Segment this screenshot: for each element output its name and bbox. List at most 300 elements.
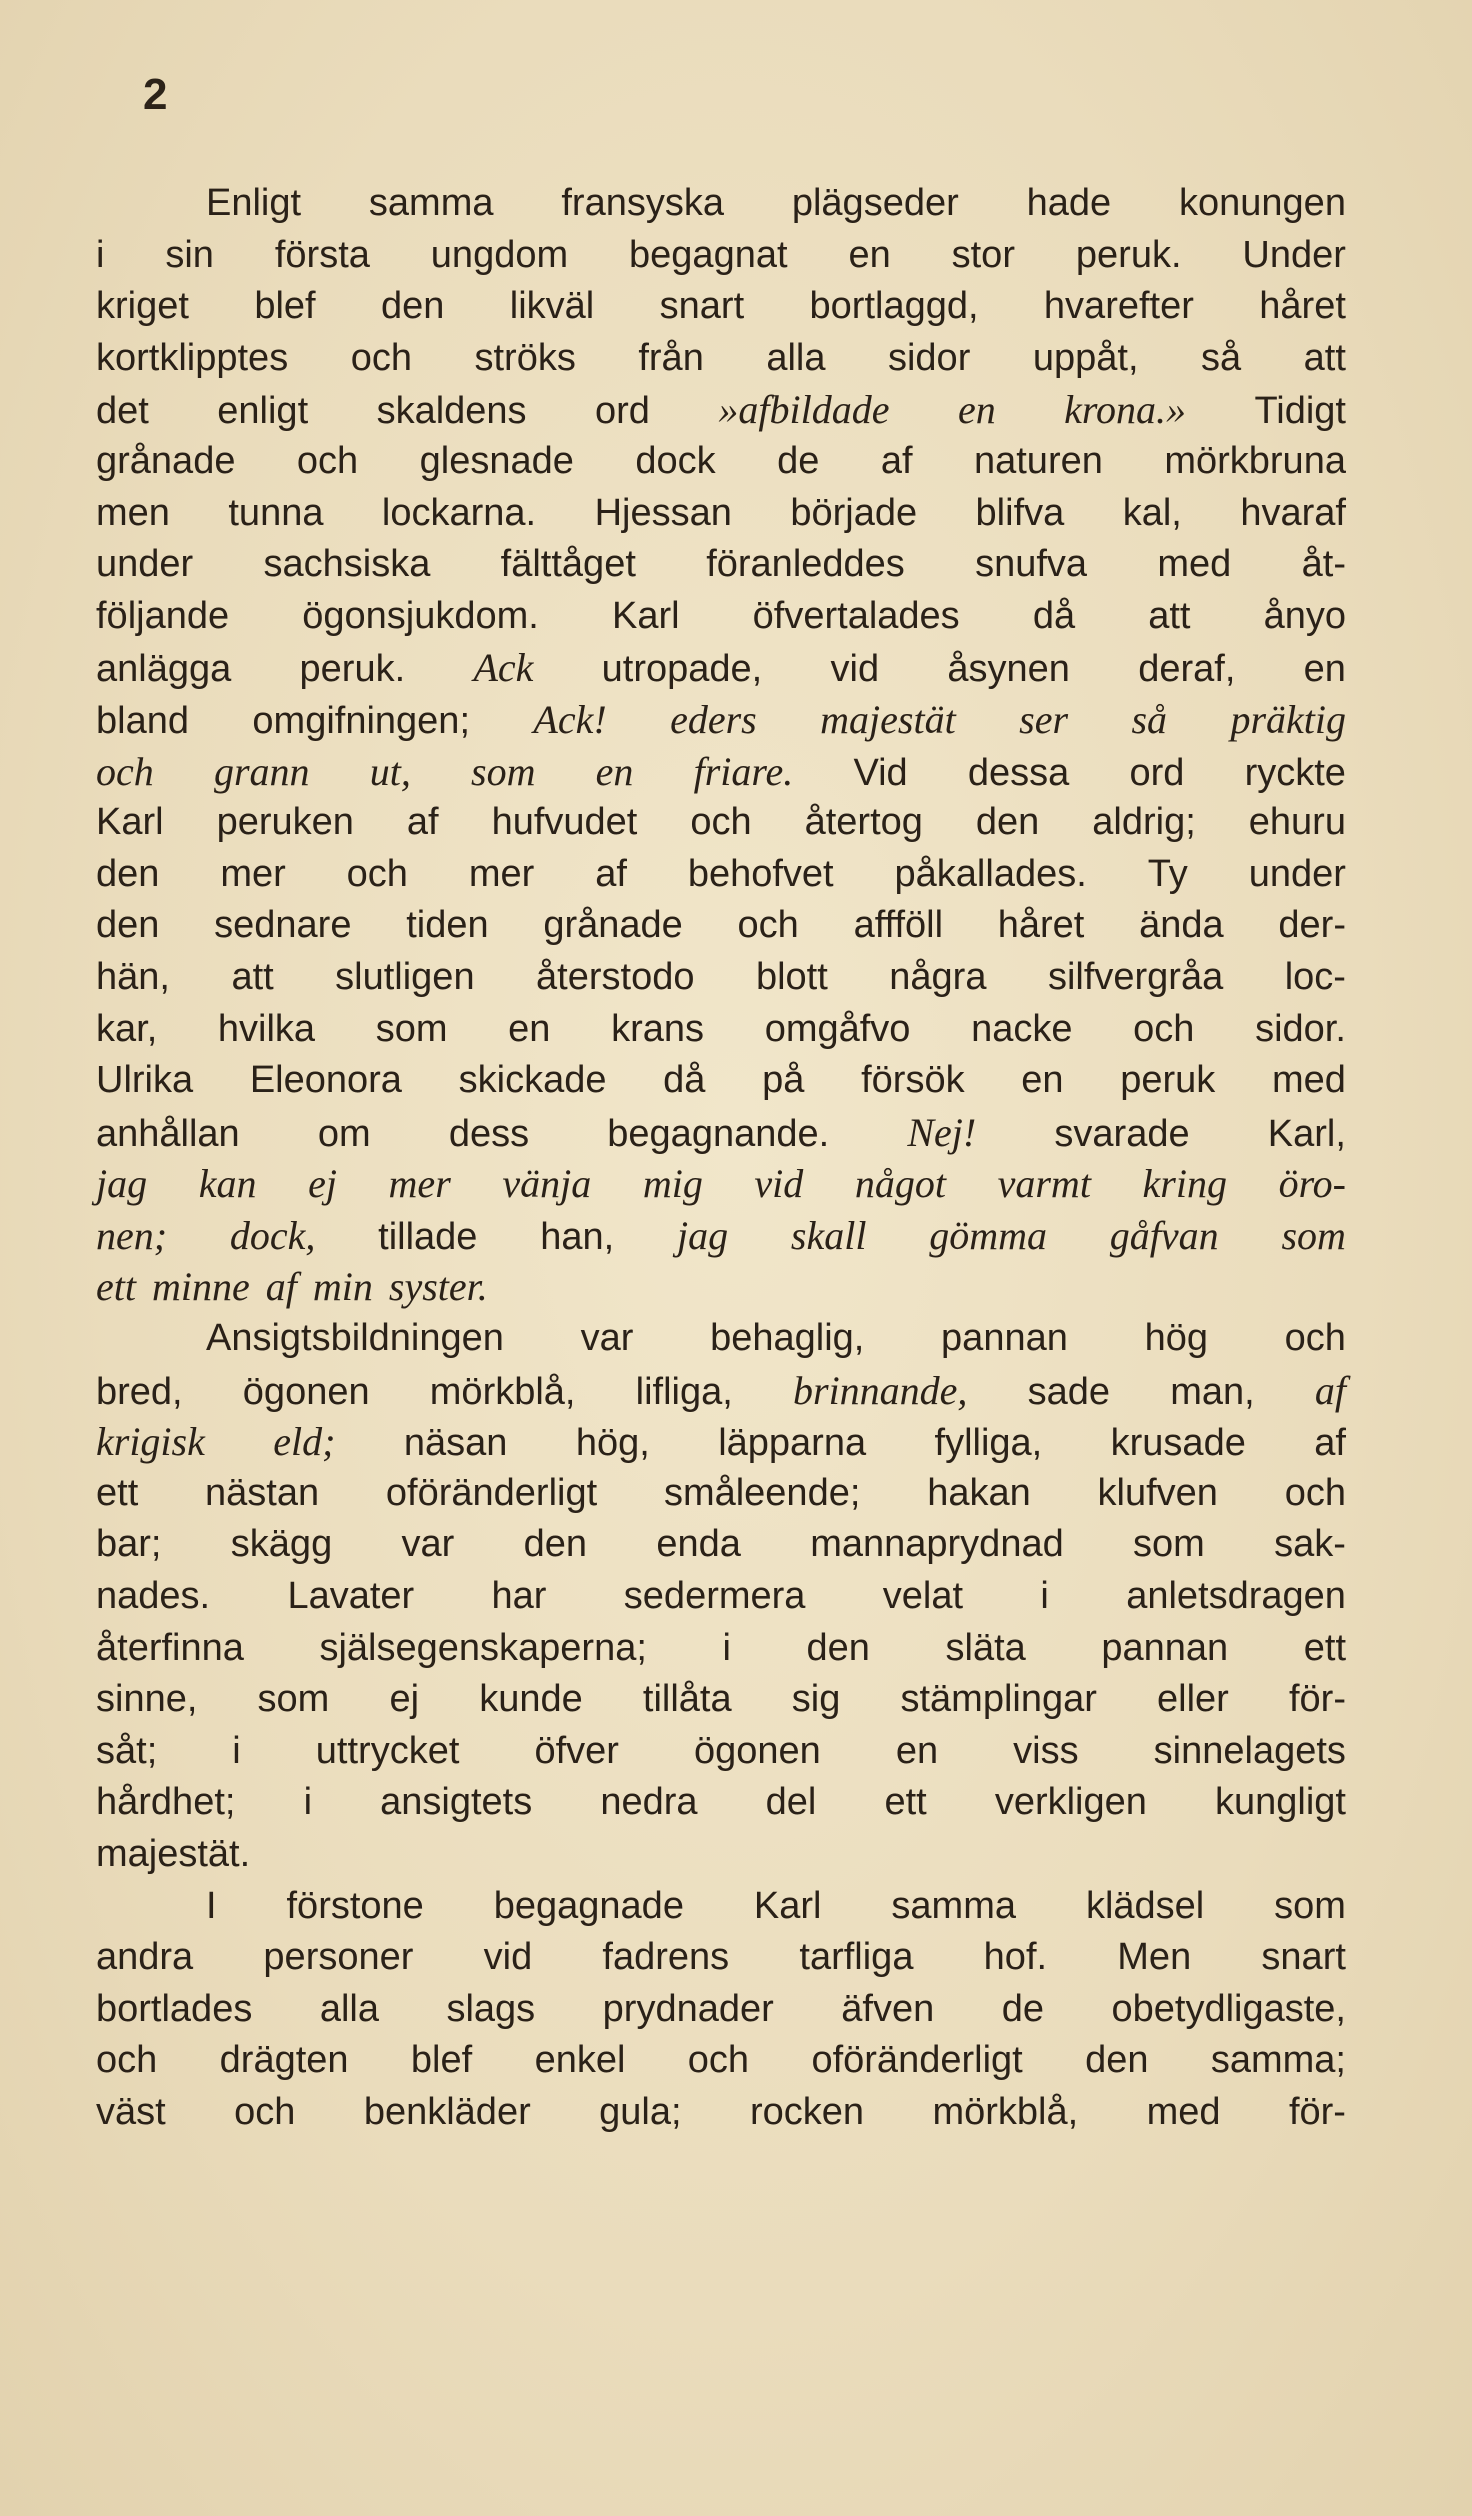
word: uppåt, xyxy=(1032,336,1139,379)
text-line xyxy=(96,1623,1346,1675)
word: ögonen xyxy=(693,1729,821,1772)
word: och xyxy=(737,904,799,947)
text-line xyxy=(96,1261,1346,1313)
word: uttrycket xyxy=(315,1729,460,1772)
word: af xyxy=(595,852,627,895)
word: hof. xyxy=(983,1936,1048,1979)
word: anlägga xyxy=(96,648,232,691)
word: själsegenskaperna; xyxy=(319,1626,647,1669)
text-line xyxy=(96,2035,1346,2087)
word: väst xyxy=(96,2090,166,2133)
italic-word: nen; xyxy=(96,1212,168,1258)
word: obetydligaste, xyxy=(1111,1987,1346,2030)
word: dessa xyxy=(967,751,1070,794)
word: deraf, xyxy=(1138,648,1236,691)
word: fälttåget xyxy=(500,543,636,586)
word: kar, xyxy=(96,1007,158,1050)
word: mörkblå, xyxy=(932,2090,1079,2133)
word: hän, xyxy=(96,955,170,998)
word: den xyxy=(380,285,445,328)
text-line xyxy=(96,1107,1346,1159)
word: såt; xyxy=(96,1729,158,1772)
word: den xyxy=(96,904,160,947)
italic-word: eld; xyxy=(273,1419,336,1465)
word: med xyxy=(1157,543,1232,586)
word: han, xyxy=(540,1215,615,1258)
word: oföränderligt xyxy=(385,1471,598,1514)
word: som xyxy=(1133,1523,1205,1566)
word: I xyxy=(206,1884,217,1927)
italic-word: något xyxy=(854,1161,947,1207)
word: lifliga, xyxy=(635,1370,733,1413)
italic-word: majestät xyxy=(820,696,956,742)
word: i xyxy=(232,1729,241,1772)
word: näsan xyxy=(403,1422,508,1465)
italic-word: min xyxy=(312,1264,373,1310)
word: och xyxy=(1284,1471,1346,1514)
italic-word: Ack xyxy=(473,645,534,691)
text-line xyxy=(96,591,1346,643)
italic-word: gömma xyxy=(929,1212,1047,1258)
word: hög xyxy=(1144,1317,1208,1360)
word: sak- xyxy=(1274,1523,1346,1566)
word: med xyxy=(1146,2090,1221,2133)
italic-word: och xyxy=(96,748,154,794)
word: kunde xyxy=(479,1678,583,1721)
word: småleende; xyxy=(663,1471,861,1514)
word: sade xyxy=(1027,1370,1111,1413)
word: fylliga, xyxy=(934,1422,1043,1465)
word: ett xyxy=(884,1781,927,1824)
word: sig xyxy=(791,1678,841,1721)
word: samma xyxy=(891,1884,1016,1927)
word: återtog xyxy=(804,801,923,844)
word: peruk. xyxy=(299,648,406,691)
text-line xyxy=(96,488,1346,540)
word: behofvet xyxy=(687,852,834,895)
word: åsynen xyxy=(947,648,1070,691)
word: sin xyxy=(165,233,214,276)
word: skägg xyxy=(230,1523,333,1566)
word: som xyxy=(1274,1884,1346,1927)
word: loc- xyxy=(1284,955,1346,998)
text-line xyxy=(96,1674,1346,1726)
word: sedermera xyxy=(623,1575,806,1618)
word: Karl xyxy=(96,801,164,844)
word: att xyxy=(1303,336,1346,379)
word: grånade xyxy=(543,904,683,947)
italic-word: som xyxy=(471,748,536,794)
word: benkläder xyxy=(363,2090,531,2133)
word: kal, xyxy=(1122,491,1182,534)
word: af xyxy=(1314,1422,1346,1465)
word: konungen xyxy=(1179,182,1346,224)
word: del xyxy=(765,1781,817,1824)
word: släta xyxy=(945,1626,1026,1669)
word: begagnade xyxy=(493,1884,684,1927)
italic-word: jag xyxy=(676,1212,729,1258)
word: Under xyxy=(1242,233,1346,276)
word: Tidigt xyxy=(1254,390,1346,433)
word: Karl, xyxy=(1267,1112,1346,1155)
text-line xyxy=(96,1881,1346,1933)
word: och xyxy=(346,852,408,895)
word: skaldens xyxy=(376,390,527,433)
word: en xyxy=(508,1007,551,1050)
word: en xyxy=(848,233,891,276)
word: peruken xyxy=(216,801,354,844)
text-line xyxy=(96,230,1346,282)
italic-word: eders xyxy=(670,696,757,742)
word: har xyxy=(491,1575,547,1618)
word: och xyxy=(687,2039,750,2082)
word: affföll xyxy=(853,904,944,947)
word: och xyxy=(296,439,359,482)
text-line xyxy=(96,1829,1346,1881)
word: sachsiska xyxy=(263,543,431,586)
word: öfver xyxy=(534,1729,619,1772)
italic-word: en xyxy=(957,387,996,433)
italic-word: mer xyxy=(388,1161,451,1207)
text-line xyxy=(96,281,1346,333)
italic-word: som xyxy=(1281,1212,1346,1258)
word: läpparna xyxy=(718,1422,867,1465)
text-line xyxy=(96,1726,1346,1778)
text-line xyxy=(96,436,1346,488)
word: nacke xyxy=(971,1007,1073,1050)
word: pannan xyxy=(1101,1626,1229,1669)
word: ej xyxy=(389,1678,420,1721)
italic-word: syster. xyxy=(388,1264,488,1310)
text-line xyxy=(96,1932,1346,1984)
word: Ansigtsbildningen xyxy=(206,1317,504,1360)
word: anhållan xyxy=(96,1112,240,1155)
word: i xyxy=(303,1781,313,1824)
word: slutligen xyxy=(335,955,475,998)
italic-word: Nej! xyxy=(907,1109,977,1155)
word: den xyxy=(975,801,1040,844)
italic-word: öro- xyxy=(1278,1161,1346,1207)
text-line xyxy=(96,2087,1346,2139)
word: fadrens xyxy=(602,1936,730,1979)
word: under xyxy=(1248,852,1346,895)
word: i xyxy=(722,1626,731,1669)
word: nedra xyxy=(600,1781,698,1824)
word: i xyxy=(1040,1575,1049,1618)
italic-word: af xyxy=(265,1264,297,1310)
italic-word: af xyxy=(1314,1367,1346,1413)
word: för- xyxy=(1288,1678,1346,1721)
word: och xyxy=(96,2039,158,2082)
word: gula; xyxy=(599,2090,682,2133)
word: ända xyxy=(1139,904,1224,947)
word: peruk xyxy=(1120,1059,1216,1102)
word: enda xyxy=(656,1523,741,1566)
word: klädsel xyxy=(1085,1884,1205,1927)
word: mannaprydnad xyxy=(810,1523,1064,1566)
word: begagnat xyxy=(629,233,788,276)
text-line xyxy=(96,1055,1346,1107)
word: på xyxy=(762,1059,805,1102)
italic-word: friare. xyxy=(693,748,794,794)
word: nästan xyxy=(205,1471,320,1514)
word: började xyxy=(790,491,918,534)
word: att xyxy=(1148,594,1191,637)
word: sinne, xyxy=(96,1678,198,1721)
word: drägten xyxy=(219,2039,349,2082)
word: blef xyxy=(410,2039,473,2082)
word: hvilka xyxy=(217,1007,316,1050)
word: dess xyxy=(448,1112,530,1155)
word: sidor xyxy=(887,336,971,379)
text-line xyxy=(96,1313,1346,1365)
word: af xyxy=(880,439,913,482)
word: snart xyxy=(1261,1936,1346,1979)
word: utropade, xyxy=(601,648,763,691)
word: en xyxy=(1303,648,1346,691)
italic-word: krona.» xyxy=(1064,387,1186,433)
word: snufva xyxy=(975,543,1088,586)
italic-word: så xyxy=(1131,696,1168,742)
word: ord xyxy=(595,390,650,433)
word: grånade xyxy=(96,439,236,482)
word: oföränderligt xyxy=(811,2039,1023,2082)
word: der- xyxy=(1278,904,1346,947)
word: Ty xyxy=(1147,852,1188,895)
italic-word: ett xyxy=(96,1264,136,1310)
word: ungdom xyxy=(430,233,569,276)
word: andra xyxy=(96,1936,194,1979)
word: åt- xyxy=(1301,543,1346,586)
word: slags xyxy=(446,1987,536,2030)
text-line xyxy=(96,178,1346,230)
word: de xyxy=(1001,1987,1044,2030)
word: blott xyxy=(755,955,828,998)
word: man, xyxy=(1170,1370,1255,1413)
word: enkel xyxy=(534,2039,626,2082)
italic-word: mig xyxy=(642,1161,703,1207)
word: blifva xyxy=(975,491,1065,534)
word: bar; xyxy=(96,1523,162,1566)
text-line xyxy=(96,1004,1346,1056)
word: ansigtets xyxy=(380,1781,533,1824)
word: hvarefter xyxy=(1043,285,1194,328)
word: hårdhet; xyxy=(96,1781,236,1824)
word: Vid xyxy=(853,751,908,794)
word: bland xyxy=(96,699,189,742)
word: Karl xyxy=(611,594,680,637)
word: stor xyxy=(951,233,1015,276)
text-line xyxy=(96,1777,1346,1829)
word: begagnande. xyxy=(607,1112,830,1155)
word: håret xyxy=(997,904,1085,947)
word: en xyxy=(1021,1059,1064,1102)
word: glesnade xyxy=(419,439,574,482)
word: anletsdragen xyxy=(1126,1575,1346,1618)
text-line xyxy=(96,384,1346,436)
word: sinnelagets xyxy=(1153,1729,1346,1772)
word: de xyxy=(777,439,820,482)
text-line xyxy=(96,1210,1346,1262)
italic-word: vänja xyxy=(502,1161,592,1207)
word: sednare xyxy=(214,904,352,947)
word: alla xyxy=(766,336,826,379)
word: som xyxy=(257,1678,330,1721)
word: silfvergråa xyxy=(1047,955,1224,998)
word: verkligen xyxy=(994,1781,1147,1824)
text-line xyxy=(96,1571,1346,1623)
word: ögonen xyxy=(242,1370,370,1413)
word: blef xyxy=(254,285,316,328)
word: den xyxy=(1085,2039,1149,2082)
text-line xyxy=(96,900,1346,952)
text-line xyxy=(96,694,1346,746)
word: hvaraf xyxy=(1240,491,1346,534)
word: fransyska xyxy=(561,182,724,224)
text-line xyxy=(96,333,1346,385)
word: omgåfvo xyxy=(764,1007,911,1050)
italic-word: brinnande, xyxy=(793,1367,968,1413)
word: som xyxy=(375,1007,448,1050)
italic-word: dock, xyxy=(229,1212,316,1258)
word: följande xyxy=(96,594,230,637)
word: ehuru xyxy=(1248,801,1346,844)
word: under xyxy=(96,543,194,586)
word: aldrig; xyxy=(1092,801,1196,844)
word: försök xyxy=(861,1059,965,1102)
word: krans xyxy=(611,1007,705,1050)
word: personer xyxy=(263,1936,414,1979)
word: pannan xyxy=(941,1317,1068,1360)
word: majestät. xyxy=(96,1833,251,1875)
word: en xyxy=(895,1729,939,1772)
word: då xyxy=(663,1059,706,1102)
word: kriget xyxy=(96,285,189,328)
word: Lavater xyxy=(287,1575,415,1618)
text-line xyxy=(96,1519,1346,1571)
word: den xyxy=(806,1626,870,1669)
word: Eleonora xyxy=(249,1059,402,1102)
word: hög, xyxy=(575,1422,650,1465)
italic-word: präktig xyxy=(1230,696,1346,742)
word: vid xyxy=(483,1936,533,1979)
word: omgifningen; xyxy=(252,699,470,742)
italic-word: vid xyxy=(754,1161,804,1207)
word: behaglig, xyxy=(710,1317,865,1360)
word: krusade xyxy=(1110,1422,1246,1465)
word: enligt xyxy=(217,390,309,433)
word: prydnader xyxy=(602,1987,774,2030)
italic-word: ej xyxy=(308,1161,337,1207)
word: Ulrika xyxy=(96,1059,194,1102)
word: ryckte xyxy=(1244,751,1346,794)
italic-word: jag xyxy=(96,1161,148,1207)
italic-word: gåfvan xyxy=(1109,1212,1219,1258)
word: stämplingar xyxy=(900,1678,1097,1721)
word: eller xyxy=(1157,1678,1229,1721)
word: från xyxy=(638,336,704,379)
word: hade xyxy=(1026,182,1112,224)
italic-word: kring xyxy=(1142,1161,1227,1207)
italic-word: skall xyxy=(790,1212,867,1258)
word: plägseder xyxy=(791,182,959,224)
word: och xyxy=(1284,1317,1346,1360)
word: skickade xyxy=(458,1059,607,1102)
word: samma xyxy=(368,182,494,224)
word: Hjessan xyxy=(594,491,732,534)
word: äfven xyxy=(841,1987,935,2030)
word: ord xyxy=(1129,751,1185,794)
word: mer xyxy=(468,852,535,895)
word: för- xyxy=(1288,2090,1346,2133)
word: tarfliga xyxy=(799,1936,914,1979)
word: likväl xyxy=(509,285,595,328)
word: viss xyxy=(1013,1729,1079,1772)
body-text xyxy=(96,178,1346,2139)
word: var xyxy=(401,1523,455,1566)
word: tiden xyxy=(406,904,489,947)
word: Men xyxy=(1117,1936,1192,1979)
word: tillåta xyxy=(642,1678,732,1721)
italic-word: ut, xyxy=(369,748,411,794)
text-line xyxy=(96,1416,1346,1468)
word: kortklipptes xyxy=(96,336,289,379)
text-line xyxy=(96,1158,1346,1210)
italic-word: krigisk xyxy=(96,1419,205,1465)
word: den xyxy=(96,852,160,895)
italic-word: varmt xyxy=(997,1161,1091,1207)
word: hakan xyxy=(927,1471,1031,1514)
word: påkallades. xyxy=(894,852,1087,895)
word: i xyxy=(96,233,105,276)
word: mörkbruna xyxy=(1164,439,1346,482)
word: och xyxy=(350,336,412,379)
word: första xyxy=(274,233,370,276)
word: klufven xyxy=(1097,1471,1218,1514)
word: att xyxy=(231,955,274,998)
word: tillade xyxy=(378,1215,478,1258)
word: med xyxy=(1271,1059,1346,1102)
word: snart xyxy=(659,285,745,328)
word: vid xyxy=(830,648,880,691)
text-line xyxy=(96,642,1346,694)
word: peruk. xyxy=(1075,233,1182,276)
word: återstodo xyxy=(536,955,695,998)
italic-word: ser xyxy=(1019,696,1069,742)
word: svarade xyxy=(1054,1112,1190,1155)
word: rocken xyxy=(749,2090,865,2133)
word: velat xyxy=(882,1575,964,1618)
text-line xyxy=(96,952,1346,1004)
word: alla xyxy=(319,1987,379,2030)
word: bortlaggd, xyxy=(809,285,979,328)
word: dock xyxy=(635,439,716,482)
text-line xyxy=(96,539,1346,591)
word: Enligt xyxy=(206,182,302,224)
italic-word: kan xyxy=(198,1161,257,1207)
italic-word: en xyxy=(595,748,634,794)
word: sidor. xyxy=(1255,1007,1346,1050)
word: mörkblå, xyxy=(429,1370,576,1413)
word: håret xyxy=(1259,285,1346,328)
word: men xyxy=(96,491,170,534)
text-line xyxy=(96,1984,1346,2036)
word: och xyxy=(690,801,752,844)
italic-word: minne xyxy=(151,1264,250,1310)
text-line xyxy=(96,746,1346,798)
word: ströks xyxy=(474,336,576,379)
italic-word: »afbildade xyxy=(718,387,890,433)
